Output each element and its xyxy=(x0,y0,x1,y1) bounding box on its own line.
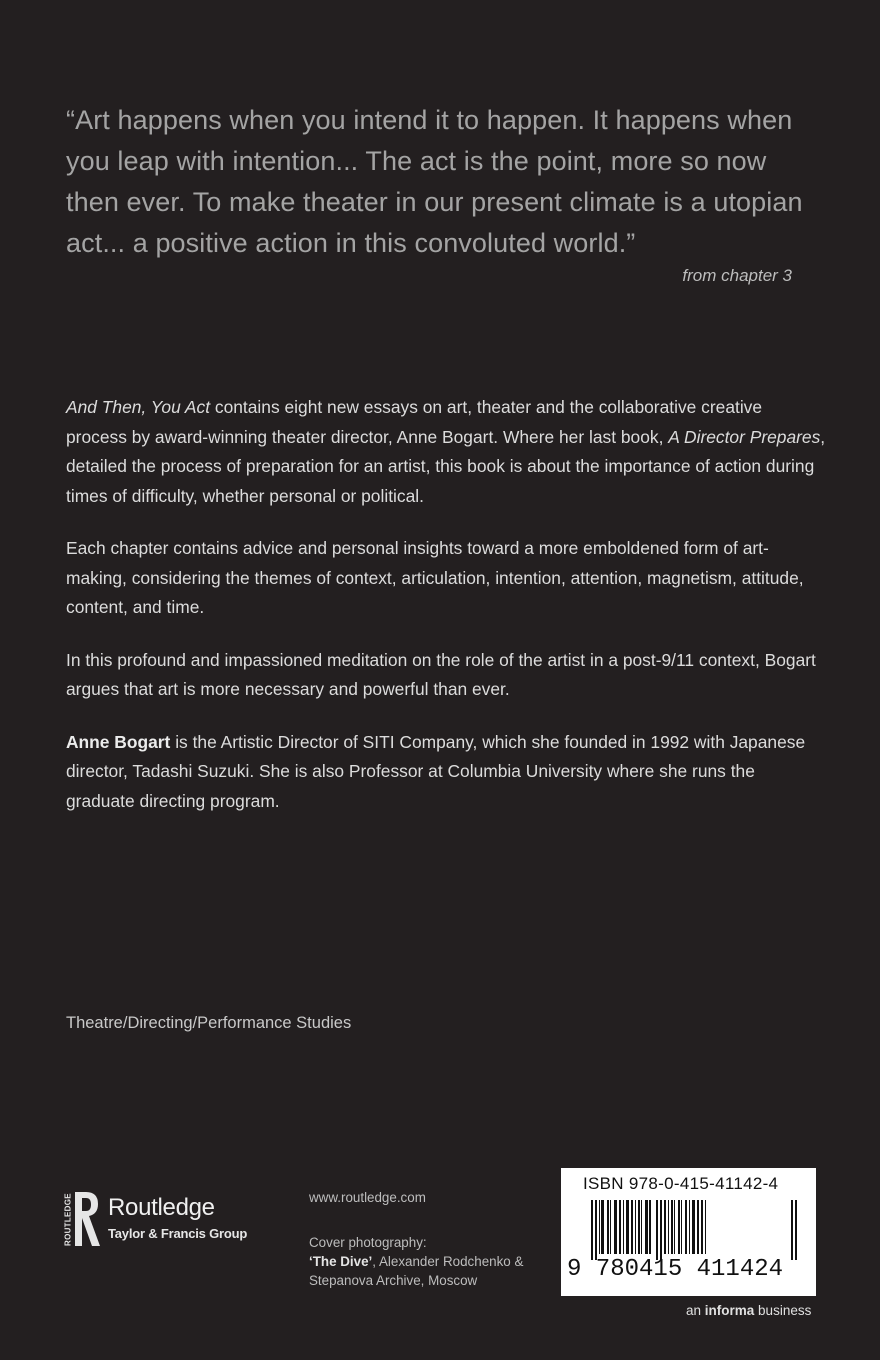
barcode-bar xyxy=(631,1200,633,1254)
barcode-bar xyxy=(641,1200,642,1254)
barcode-bar xyxy=(635,1200,636,1254)
barcode-bar xyxy=(601,1200,604,1254)
previous-book-title: A Director Prepares xyxy=(668,426,821,447)
back-cover-quote: “Art happens when you intend it to happen. It happens when you leap with intention... The act is the point, more so now then ever. To make theater in our present climate is a utopian act... a positive action in this convoluted world.” xyxy=(66,105,803,258)
publisher-url: www.routledge.com xyxy=(309,1190,426,1205)
barcode-bar xyxy=(795,1200,797,1260)
barcode-bar xyxy=(649,1200,651,1254)
barcode-digits: 9 780415 411424 xyxy=(567,1256,784,1283)
barcode-bar xyxy=(638,1200,640,1254)
logo-group-name: Taylor & Francis Group xyxy=(108,1226,248,1241)
barcode-bar xyxy=(656,1200,658,1260)
barcode-bar xyxy=(614,1200,617,1254)
routledge-logo xyxy=(62,1190,262,1250)
cover-credit-title: ‘The Dive’ xyxy=(309,1254,373,1269)
informa-business-tagline: an informa business xyxy=(686,1303,812,1318)
barcode-bar xyxy=(607,1200,609,1254)
author-name: Anne Bogart xyxy=(66,731,171,752)
barcode-bar xyxy=(681,1200,682,1254)
barcode-bar xyxy=(591,1200,593,1260)
isbn-number: ISBN 978-0-415-41142-4 xyxy=(583,1174,779,1193)
barcode-bars xyxy=(591,1200,797,1260)
logo-wordmark: Routledge xyxy=(108,1194,215,1221)
barcode-bar xyxy=(623,1200,624,1254)
publisher-info xyxy=(309,1188,549,1290)
barcode-bar xyxy=(692,1200,695,1254)
book-title: And Then, You Act xyxy=(66,397,211,417)
barcode-bar xyxy=(668,1200,669,1254)
barcode-bar xyxy=(671,1200,673,1254)
barcode-bar xyxy=(689,1200,690,1254)
routledge-logo-icon xyxy=(62,1190,102,1248)
barcode-bar xyxy=(660,1200,662,1260)
barcode-bar xyxy=(674,1200,675,1254)
barcode-bar xyxy=(705,1200,706,1254)
author-bio: Anne Bogart is the Artistic Director of SITI Company, which she founded in 1992 with Japanese director, Tadashi Suzuki. She is also Professor at Columbia University where she runs the graduate directing program. xyxy=(66,731,806,811)
subject-category: Theatre/Directing/Performance Studies xyxy=(66,1014,352,1032)
description-paragraph-1: And Then, You Act contains eight new essays on art, theater and the collaborative creative process by award-winning theater director, Anne Bogart. Where her last book, A Director Prepares, detailed the process of preparation for an artist, this book is about the importance of action during times of difficulty, whether personal or political. xyxy=(66,397,826,506)
cover-credit: ‘The Dive’, Alexander Rodchenko & Stepanova Archive, Moscow xyxy=(309,1254,524,1288)
barcode-bar xyxy=(697,1200,699,1254)
barcode-bar xyxy=(664,1200,666,1254)
cover-credit-label: Cover photography: xyxy=(309,1235,427,1250)
barcode-bar xyxy=(599,1200,600,1254)
barcode-bar xyxy=(791,1200,793,1260)
book-description xyxy=(66,393,826,839)
barcode-bar xyxy=(619,1200,621,1254)
description-paragraph-3: In this profound and impassioned meditation on the role of the artist in a post-9/11 context, Bogart argues that art is more necessary and powerful than ever. xyxy=(66,649,816,699)
barcode-bar xyxy=(645,1200,648,1254)
barcode-bar xyxy=(595,1200,597,1260)
barcode-bar xyxy=(626,1200,629,1254)
isbn-barcode xyxy=(561,1168,816,1296)
barcode-bar xyxy=(701,1200,703,1254)
barcode-bar xyxy=(610,1200,611,1254)
description-paragraph-2: Each chapter contains advice and personal insights toward a more emboldened form of art-making, considering the themes of context, articulation, intention, attention, magnetism, attitude, content, and time. xyxy=(66,538,804,617)
barcode-bar xyxy=(678,1200,680,1254)
quote-source: from chapter 3 xyxy=(682,266,792,285)
barcode-bar xyxy=(685,1200,687,1254)
logo-vertical-wordmark: ROUTLEDGE xyxy=(63,1193,73,1246)
